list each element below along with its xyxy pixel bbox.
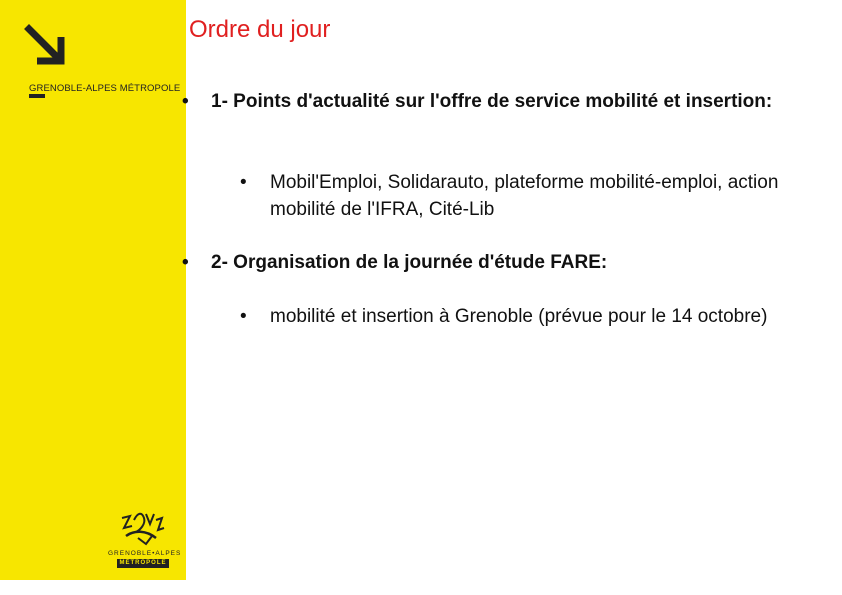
bullet: • xyxy=(182,91,189,112)
agenda-item-2 xyxy=(182,249,822,276)
logo-text-top: GRENOBLE•ALPES xyxy=(108,550,182,557)
bullet: • xyxy=(240,306,247,327)
agenda-subitem-text: mobilité et insertion à Grenoble (prévue pour le 14 octobre) xyxy=(270,306,768,327)
bullet: • xyxy=(182,252,189,273)
logo-text-bottom: MÉTROPOLE xyxy=(117,559,169,568)
metropole-logo xyxy=(108,508,182,572)
agenda-subitem-1-1 xyxy=(240,169,815,223)
agenda-subitem-text: Mobil'Emploi, Solidarauto, plateforme mobilité-emploi, action mobilité de l'IFRA, Cité-Lib xyxy=(270,172,779,220)
agenda-item-text: 1- Points d'actualité sur l'offre de service mobilité et insertion: xyxy=(211,91,773,112)
slide-title: Ordre du jour xyxy=(189,16,331,43)
brand-underline xyxy=(29,94,45,98)
bullet: • xyxy=(240,172,247,193)
brand-name: GRENOBLE-ALPES MÉTROPOLE xyxy=(29,83,181,94)
agenda-subitem-2-1 xyxy=(240,303,815,330)
sidebar xyxy=(0,0,186,580)
agenda-item-1 xyxy=(182,88,822,115)
metropole-logo-icon xyxy=(116,508,168,546)
agenda-item-text: 2- Organisation de la journée d'étude FARE: xyxy=(211,252,608,273)
arrow-logo-icon xyxy=(24,24,66,66)
